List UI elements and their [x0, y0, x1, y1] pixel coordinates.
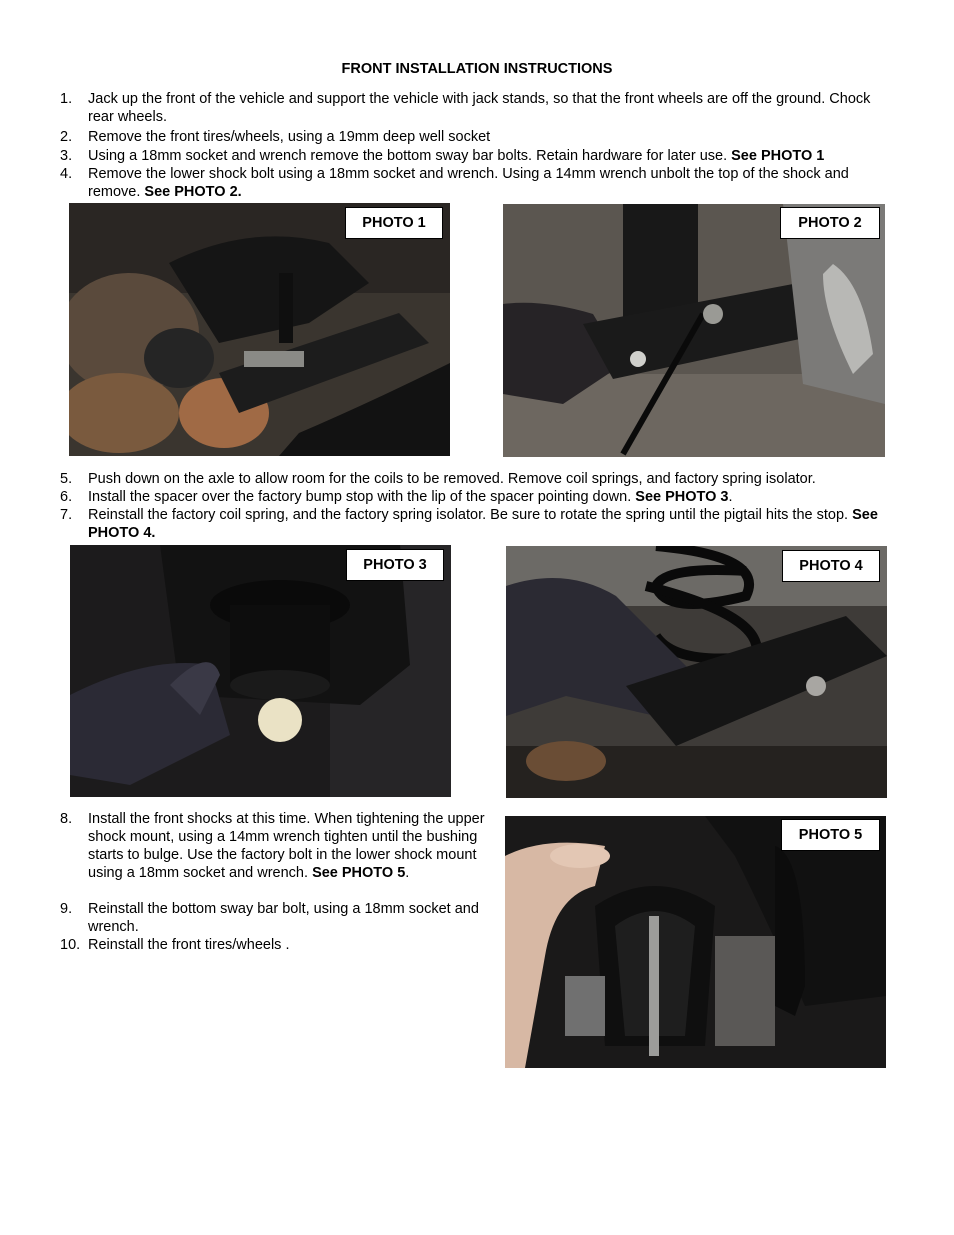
photo-2-image	[503, 204, 885, 457]
step-text: Reinstall the front tires/wheels .	[88, 937, 290, 953]
photo-label: PHOTO 3	[346, 549, 444, 581]
list-item	[60, 810, 500, 882]
step-number: 6.	[60, 489, 73, 505]
photo-4	[506, 546, 887, 798]
step-text: Install the spacer over the factory bump stop with the lip of the spacer pointing down. See PHOTO 3.	[88, 489, 733, 505]
step-number: 10.	[60, 937, 81, 953]
photo-5-image	[505, 816, 886, 1068]
step-text: Jack up the front of the vehicle and support the vehicle with jack stands, so that the front wheels are off the ground. Chock rear wheels.	[88, 91, 871, 125]
step-text: Using a 18mm socket and wrench remove the bottom sway bar bolts. Retain hardware for later use. See PHOTO 1	[88, 148, 825, 164]
list-item	[60, 165, 895, 201]
photo-label: PHOTO 4	[782, 550, 880, 582]
photo-2	[503, 204, 885, 457]
step-number: 2.	[60, 129, 73, 145]
photo-4-image	[506, 546, 887, 798]
step-text: Push down on the axle to allow room for the coils to be removed. Remove coil springs, and factory spring isolator.	[88, 471, 816, 487]
photo-label: PHOTO 5	[781, 819, 880, 851]
photo-1-image	[69, 203, 450, 456]
photo-label: PHOTO 1	[345, 207, 443, 239]
step-text: Remove the lower shock bolt using a 18mm socket and wrench. Using a 14mm wrench unbolt the top of the shock and remove. See PHOTO 2.	[88, 166, 849, 200]
photo-label: PHOTO 2	[780, 207, 880, 239]
step-number: 8.	[60, 811, 73, 827]
list-item	[60, 936, 500, 954]
list-item	[60, 90, 895, 126]
step-number: 4.	[60, 166, 73, 182]
step-text: Reinstall the factory coil spring, and the factory spring isolator. Be sure to rotate the spring until the pigtail hits the stop. See PHOTO 4.	[88, 507, 878, 541]
list-item	[60, 506, 895, 542]
page-title: FRONT INSTALLATION INSTRUCTIONS	[341, 61, 613, 77]
step-text: Remove the front tires/wheels, using a 19mm deep well socket	[88, 129, 491, 145]
step-text: Reinstall the bottom sway bar bolt, using a 18mm socket and wrench.	[88, 901, 479, 935]
photo-3	[70, 545, 451, 797]
list-item	[60, 488, 895, 506]
step-number: 1.	[60, 91, 73, 107]
photo-5	[505, 816, 886, 1068]
step-number: 5.	[60, 471, 73, 487]
step-number: 3.	[60, 148, 73, 164]
step-number: 7.	[60, 507, 73, 523]
step-text: Install the front shocks at this time. When tightening the upper shock mount, using a 14mm wrench tighten until the bushing starts to bulge. Use the factory bolt in the lower shock mount using a 18mm socket and wrench. See PHOTO 5.	[88, 811, 485, 881]
list-item	[60, 147, 895, 165]
list-item	[60, 900, 500, 936]
list-item	[60, 470, 895, 488]
photo-1	[69, 203, 450, 456]
list-item	[60, 128, 895, 146]
step-number: 9.	[60, 901, 73, 917]
photo-3-image	[70, 545, 451, 797]
